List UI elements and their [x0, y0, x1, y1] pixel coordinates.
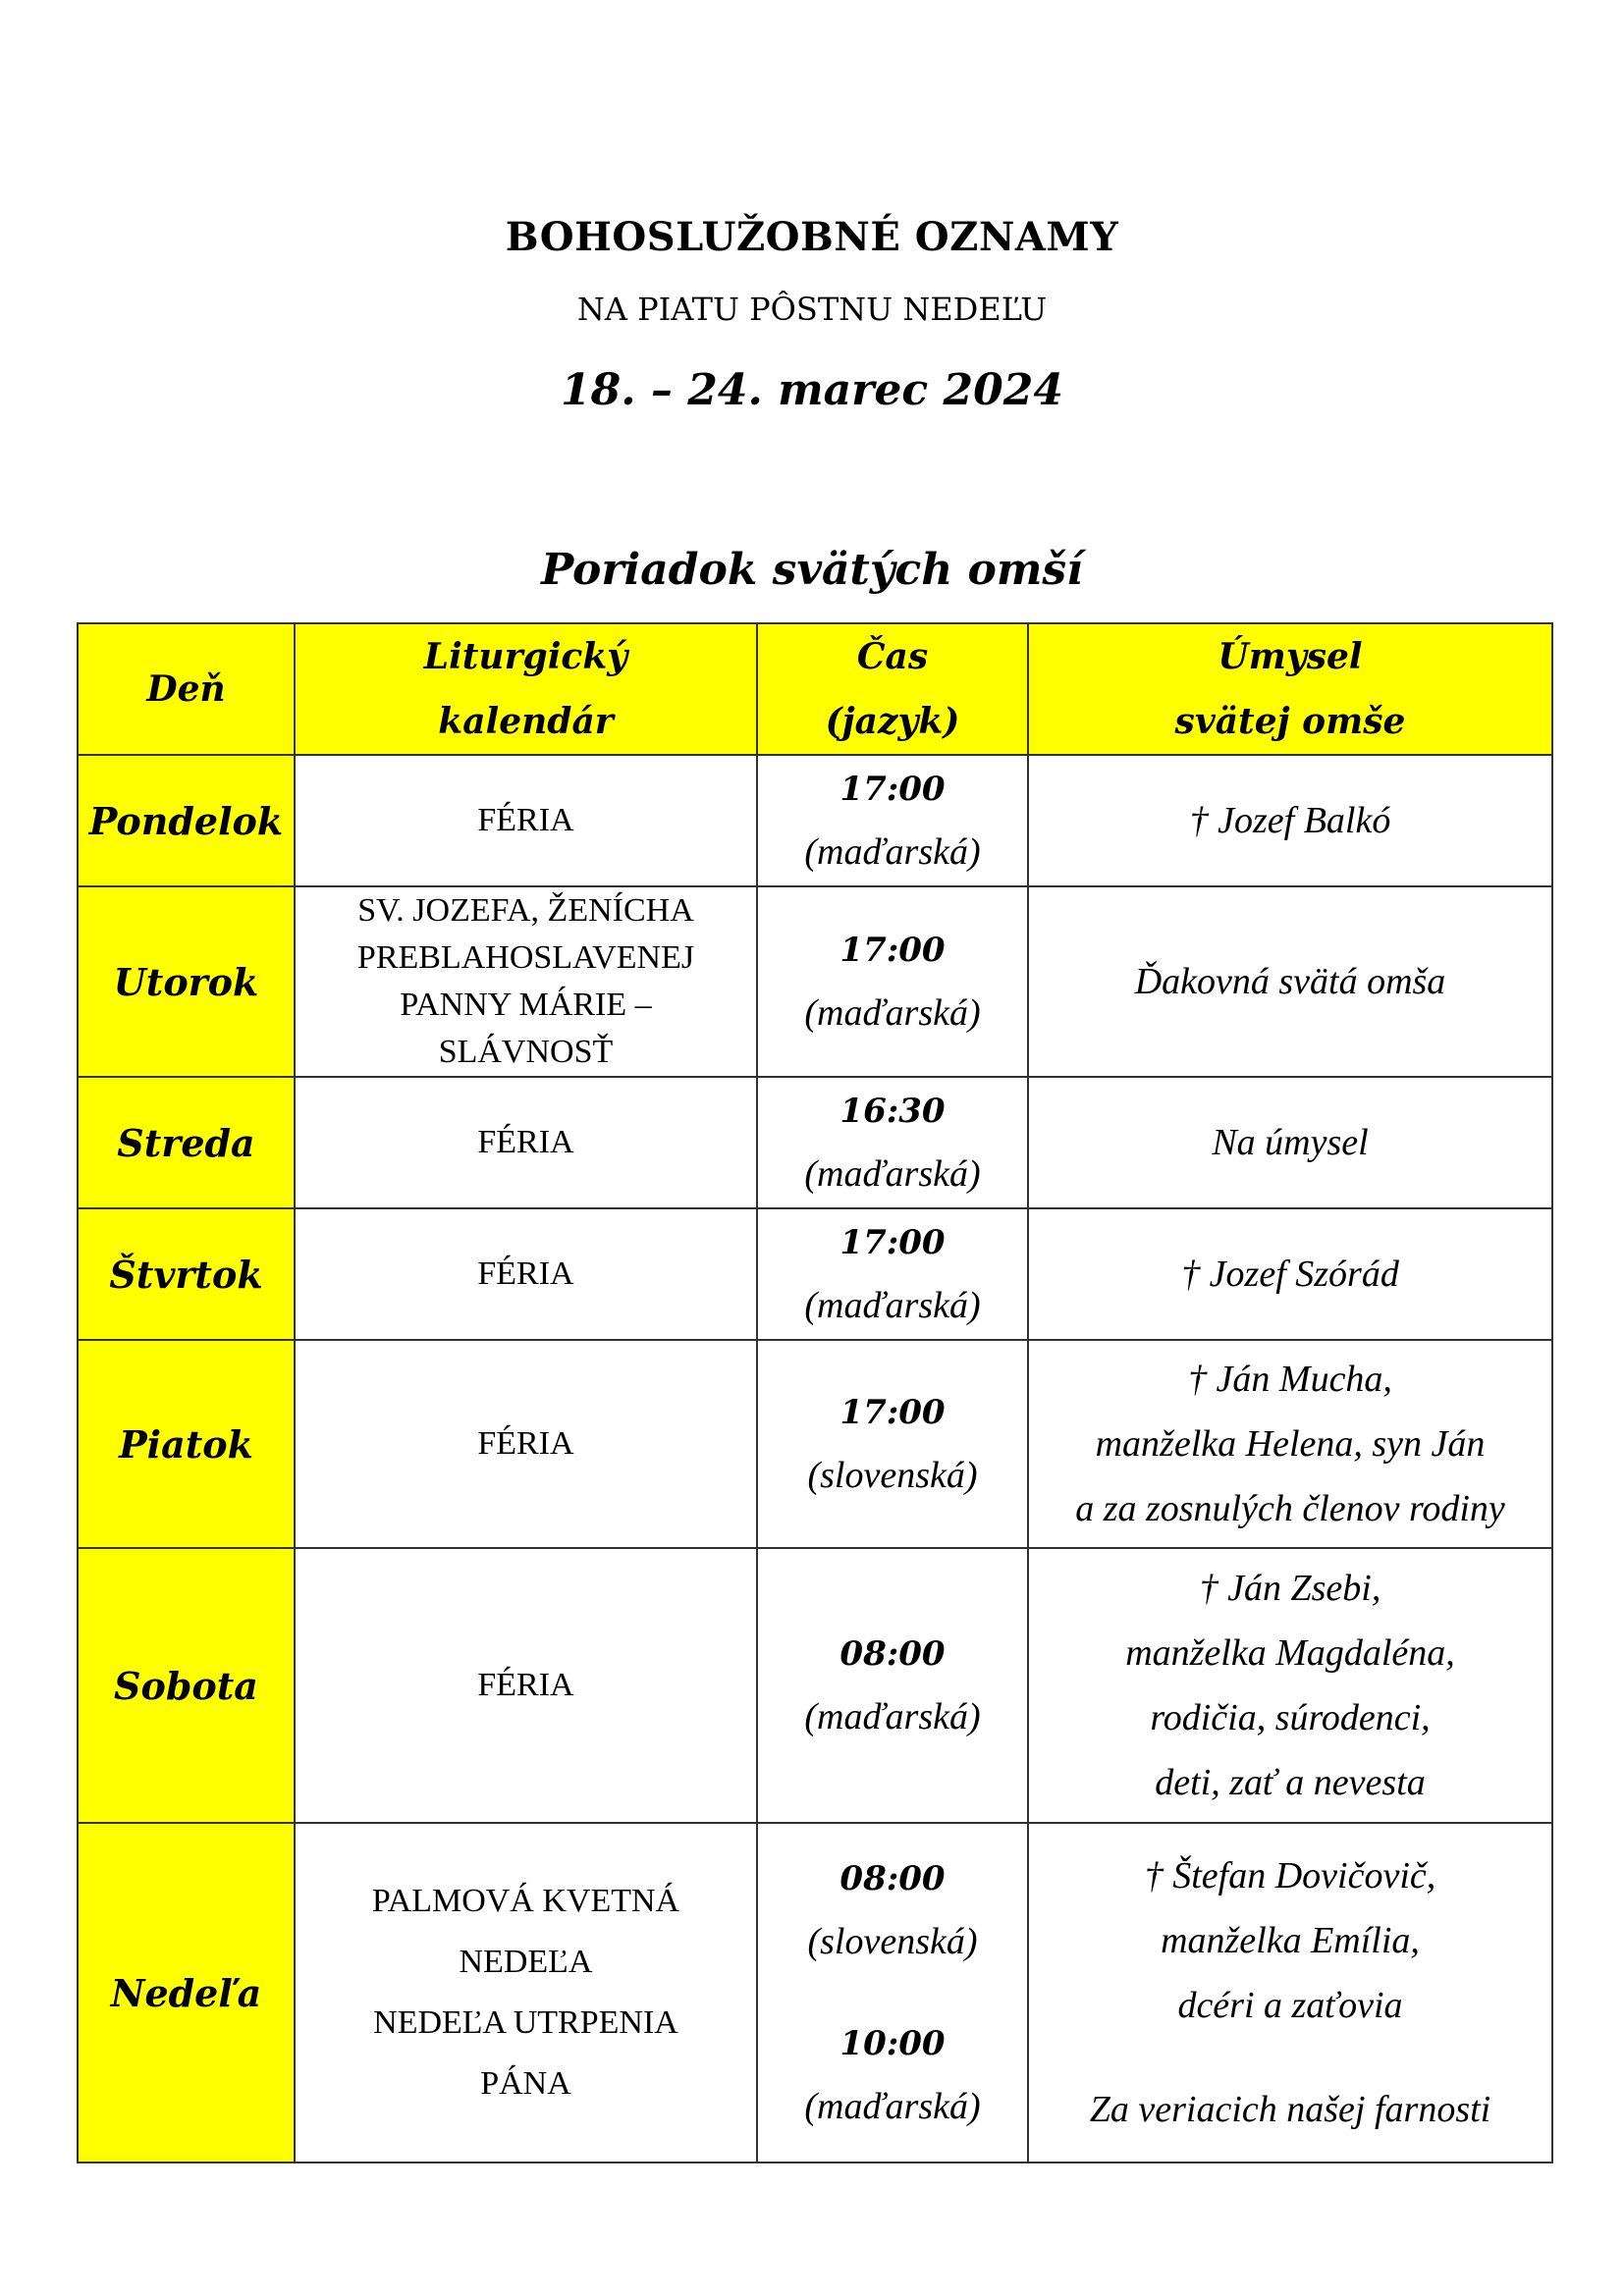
liturgical-cell [295, 886, 757, 1077]
liturgical-cell [295, 1208, 757, 1340]
table-row [78, 1548, 1552, 1823]
header-liturgical-line-2: kalendár [438, 701, 614, 742]
intention-line: manželka Emília, [1161, 1920, 1420, 1961]
intention-cell [1028, 1077, 1552, 1208]
mass-language: (slovenská) [807, 1455, 978, 1496]
intention-line: † Ján Mucha, [1188, 1359, 1392, 1400]
intention-line: manželka Helena, syn Ján [1095, 1423, 1486, 1465]
page-subtitle: NA PIATU PÔSTNU NEDEĽU [576, 291, 1048, 328]
table-row [78, 755, 1552, 886]
mass-time: 16:30 [839, 1092, 946, 1131]
header-time [757, 623, 1028, 755]
liturgical-cell [295, 755, 757, 886]
table-row [78, 1208, 1552, 1340]
intention-cell [1028, 755, 1552, 886]
mass-time: 17:00 [839, 931, 946, 970]
page-title: BOHOSLUŽOBNÉ OZNAMY [505, 214, 1119, 260]
intention-cell [1028, 1823, 1552, 2163]
liturgical-line: NEDEĽA [459, 1944, 593, 1980]
mass-time: 10:00 [839, 2024, 946, 2063]
header-intention-line-2: svätej omše [1174, 701, 1406, 742]
mass-schedule-table [77, 622, 1553, 2163]
intention-cell [1028, 1208, 1552, 1340]
intention-line: † Ján Zsebi, [1199, 1568, 1381, 1609]
table-row [78, 1077, 1552, 1208]
intention-line: Na úmysel [1212, 1122, 1369, 1163]
liturgical-line: PANNY MÁRIE – [400, 987, 652, 1023]
header-intention [1028, 623, 1552, 755]
intention-line: † Jozef Szórád [1181, 1254, 1399, 1295]
intention-line: a za zosnulých členov rodiny [1075, 1488, 1505, 1529]
intention-cell [1028, 1340, 1552, 1548]
mass-time: 08:00 [839, 1859, 946, 1898]
intention-line: rodičia, súrodenci, [1150, 1697, 1431, 1738]
mass-spacer [764, 1973, 1021, 2012]
time-cell [757, 1823, 1028, 2163]
mass-language: (maďarská) [804, 1696, 981, 1737]
intention-line: deti, zať a nevesta [1155, 1762, 1426, 1803]
time-cell [757, 1077, 1028, 1208]
liturgical-line: PÁNA [480, 2065, 571, 2102]
day-cell: Nedeľa [78, 1823, 295, 2163]
liturgical-line: FÉRIA [477, 1425, 574, 1462]
section-title: Poriadok svätých omší [541, 545, 1083, 595]
day-cell: Piatok [78, 1340, 295, 1548]
day-cell: Streda [78, 1077, 295, 1208]
header-day-label: Deň [146, 668, 226, 710]
date-range: 18. – 24. marec 2024 [561, 365, 1063, 415]
liturgical-line: FÉRIA [477, 1255, 574, 1292]
mass-time: 08:00 [839, 1634, 946, 1674]
intention-line: manželka Magdaléna, [1125, 1632, 1455, 1674]
time-cell [757, 1340, 1028, 1548]
intention-line: † Štefan Dovičovič, [1144, 1855, 1436, 1896]
header-liturgical [295, 623, 757, 755]
intention-cell [1028, 1548, 1552, 1823]
table-row [78, 1340, 1552, 1548]
mass-language: (maďarská) [804, 1153, 981, 1195]
liturgical-cell [295, 1823, 757, 2163]
intention-cell [1028, 886, 1552, 1077]
time-cell [757, 1208, 1028, 1340]
header-time-line-2: (jazyk) [825, 701, 960, 742]
intention-line [1035, 2038, 1545, 2077]
liturgical-cell [295, 1077, 757, 1208]
mass-time: 17:00 [839, 770, 946, 809]
header-liturgical-line-1: Liturgický [423, 636, 628, 677]
liturgical-line: NEDEĽA UTRPENIA [373, 2004, 678, 2041]
day-cell: Sobota [78, 1548, 295, 1823]
time-cell [757, 886, 1028, 1077]
header-intention-line-1: Úmysel [1218, 636, 1363, 677]
mass-language: (maďarská) [804, 1285, 981, 1326]
liturgical-line: FÉRIA [477, 1667, 574, 1703]
day-cell: Pondelok [78, 755, 295, 886]
liturgical-line: FÉRIA [477, 1124, 574, 1160]
intention-line: Ďakovná svätá omša [1134, 961, 1446, 1002]
day-cell: Utorok [78, 886, 295, 1077]
intention-line: † Jozef Balkó [1189, 800, 1391, 841]
liturgical-cell [295, 1340, 757, 1548]
intention-line: Za veriacich našej farnosti [1089, 2089, 1491, 2130]
header-day [78, 623, 295, 755]
mass-time: 17:00 [839, 1393, 946, 1432]
time-cell [757, 755, 1028, 886]
liturgical-line: PREBLAHOSLAVENEJ [356, 939, 695, 976]
liturgical-line: SLÁVNOSŤ [438, 1034, 614, 1070]
table-row [78, 886, 1552, 1077]
table-header-row [78, 623, 1552, 755]
day-cell: Štvrtok [78, 1208, 295, 1340]
table-row [78, 1823, 1552, 2163]
intention-line: dcéri a zaťovia [1177, 1985, 1403, 2026]
mass-time: 17:00 [839, 1223, 946, 1262]
time-cell [757, 1548, 1028, 1823]
mass-language: (maďarská) [804, 2086, 981, 2127]
liturgical-line: PALMOVÁ KVETNÁ [371, 1883, 680, 1919]
header-time-line-1: Čas [856, 636, 929, 677]
liturgical-line: FÉRIA [477, 802, 574, 838]
liturgical-cell [295, 1548, 757, 1823]
liturgical-line: SV. JOZEFA, ŽENÍCHA [357, 892, 694, 929]
mass-language: (slovenská) [807, 1921, 978, 1962]
mass-language: (maďarská) [804, 992, 981, 1034]
mass-language: (maďarská) [804, 831, 981, 873]
